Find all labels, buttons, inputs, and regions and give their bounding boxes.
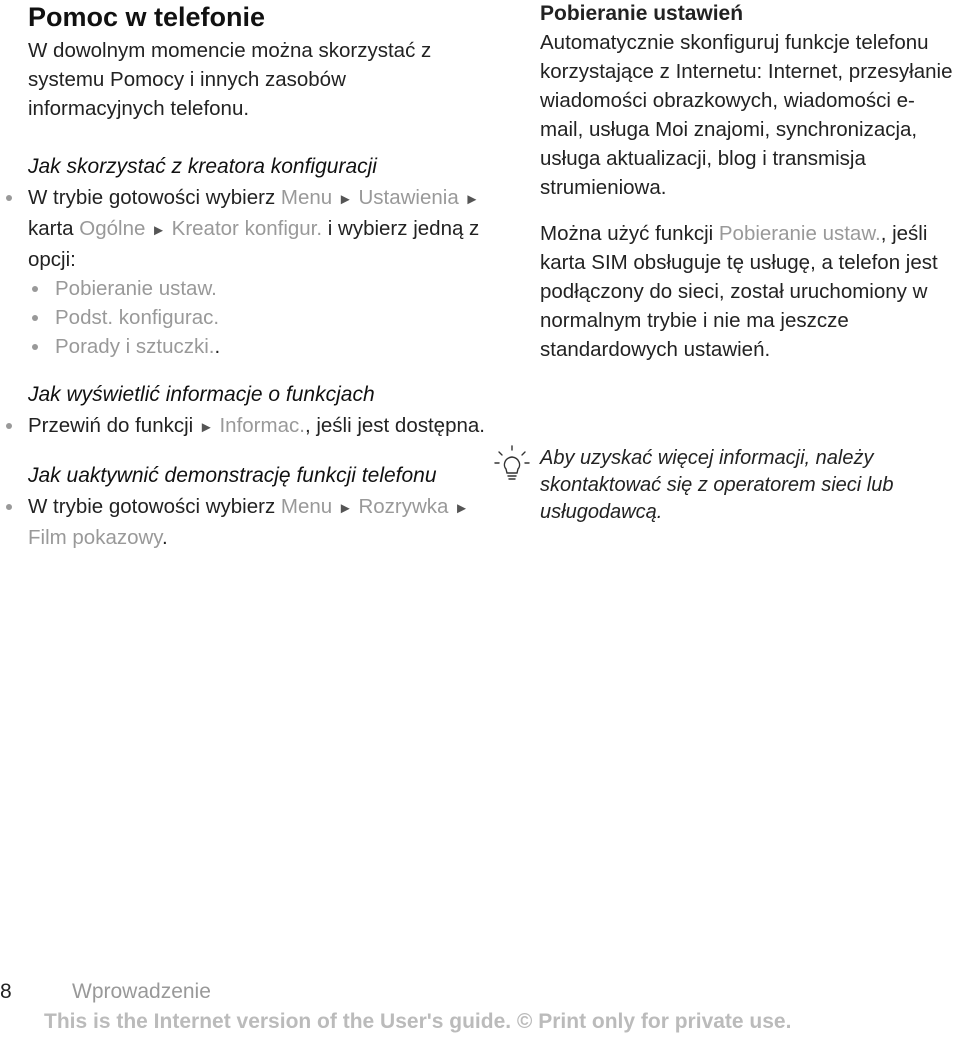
feature-info-heading: Jak wyświetlić informacje o funkcjach [28,383,375,406]
download-settings-usage [540,219,956,364]
period: . [214,335,221,358]
download-settings-heading: Pobieranie ustawień [540,2,744,25]
setup-wizard-step [28,183,488,274]
bullet-dot [6,195,12,201]
bullet-dot [32,344,38,350]
left-column [28,0,488,552]
footer-note: This is the Internet version of the User's guide. © Print only for private use. [44,1010,792,1033]
entertainment-label: Rozrywka [358,495,449,518]
bullet-dot [6,504,12,510]
section-setup-wizard [28,153,488,361]
arrow-right-icon: ► [337,191,353,208]
arrow-right-icon: ► [464,191,480,208]
step-text: W trybie gotowości wybierz [28,495,281,518]
menu-label: Menu [280,495,333,518]
download-settings-label: Pobieranie ustaw. [718,222,881,245]
intro-text: W dowolnym momencie można skorzystać z systemu Pomocy i innych zasobów informacyjnych telefonu. [28,39,432,120]
tip-text: Aby uzyskać więcej informacji, należy skontaktować się z operatorem sieci lub usługodawcą. [540,447,894,523]
step-text: i wybierz jedną z opcji: [28,217,480,271]
option-label: Pobieranie ustaw. [55,277,217,300]
page-number: 8 [0,980,12,1003]
tip-box [540,445,956,526]
demo-step [28,492,488,552]
option-label: Podst. konfigurac. [55,306,220,329]
settings-label: Ustawienia [358,186,459,209]
menu-label: Menu [280,186,333,209]
demo-film-label: Film pokazowy [28,526,163,549]
step-text: , jeśli jest dostępna. [304,414,485,437]
option-item [28,274,488,303]
section-name: Wprowadzenie [72,980,211,1003]
section-demo [28,462,488,552]
step-text: Przewiń do funkcji [28,414,199,437]
demo-heading: Jak uaktywnić demonstrację funkcji telefonu [28,464,437,487]
bullet-dot [32,315,38,321]
feature-info-step [28,411,488,442]
bullet-dot [32,286,38,292]
section-feature-info [28,381,488,442]
step-text: karta [28,217,80,240]
bullet-dot [6,423,12,429]
arrow-right-icon: ► [337,500,353,517]
page-title: Pomoc w telefonie [28,2,266,32]
wizard-label: Kreator konfigur. [171,217,323,240]
arrow-right-icon: ► [454,500,470,517]
period: . [162,526,168,549]
usage-text: Można użyć funkcji [540,222,719,245]
arrow-right-icon: ► [151,222,166,239]
arrow-right-icon: ► [198,419,214,436]
lightbulb-icon [494,445,530,481]
download-settings-text: Automatycznie skonfiguruj funkcje telefonu korzystające z Internetu: Internet, przesyłanie wiadomości obrazkowych, wiadomości e-mail, usługa Moi znajomi, synchronizacja, usługa aktualizacji, blog i transmisja strumieniowa. [540,31,953,199]
info-label: Informac. [219,414,305,437]
usage-text: , jeśli karta SIM obsługuje tę usługę, a telefon jest podłączony do sieci, został uruchomiony w normalnym trybie i nie ma jeszcze standardowych ustawień. [540,222,938,361]
setup-wizard-heading: Jak skorzystać z kreatora konfiguracji [28,155,377,178]
step-text: W trybie gotowości wybierz [28,186,281,209]
option-label: Porady i sztuczki. [55,335,215,358]
option-item [28,303,488,332]
option-item [28,332,488,361]
right-column [540,0,956,523]
general-tab-label: Ogólne [79,217,146,240]
